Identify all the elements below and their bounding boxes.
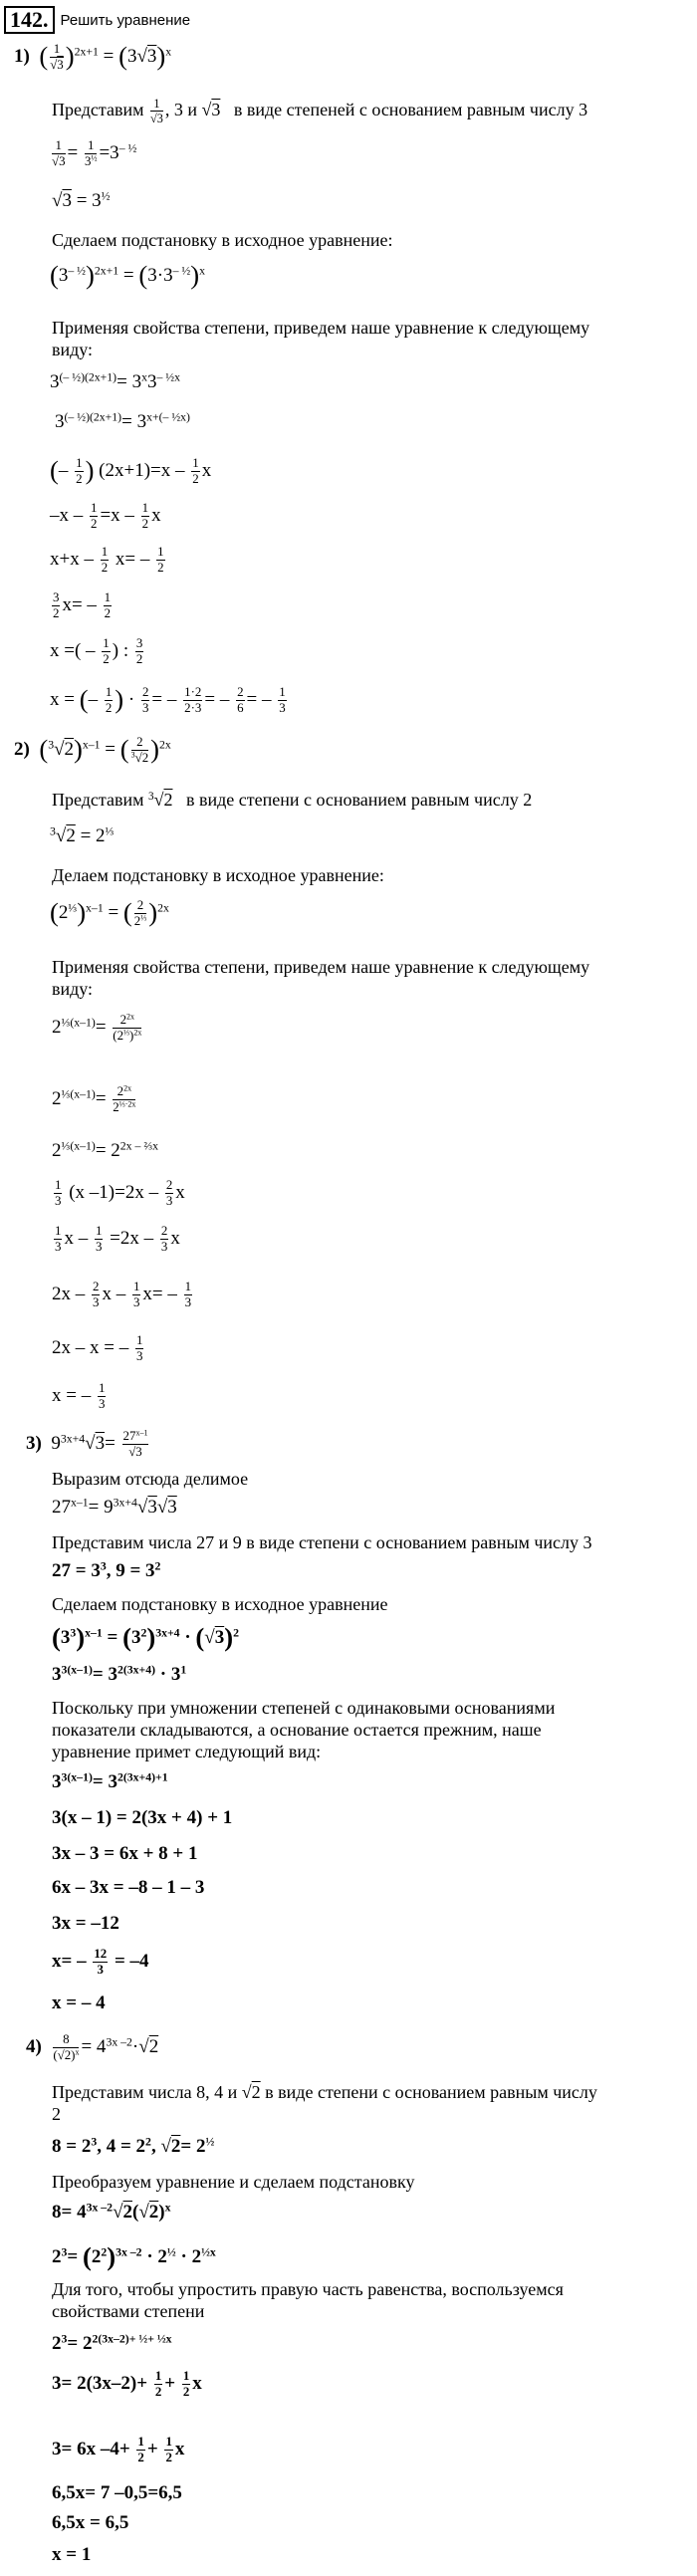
part1-step-g: –x – $\frac{1}{2}$ =x – $\frac{1}{2}$ x (50, 500, 161, 531)
part3-step-e: $3^{3(x-1)}= 3^{2(3x+4)+1}$ (52, 1770, 168, 1792)
part3-mult-text-3: уравнение примет следующий вид: (52, 1742, 322, 1761)
part2-equation: 2) $(^3√2)^{x-1}$ = ( $\frac{2}{^3√2}$ )$^{2x}$ (14, 734, 171, 765)
part4-step-c: $2^3= (2^2)^{3x -2} \cdot 2^{\frac{1}{2}} \cdot 2^{\frac{1}{2}x}$ (52, 2241, 216, 2271)
problem-header (4, 6, 190, 34)
part2-step-e: $2^{\frac{1}{3}(x-1)}= 2^{2x - \frac{2}{3}x}$ (52, 1139, 159, 1161)
part4-substitute-text: Преобразуем уравнение и сделаем подстановку (52, 2172, 415, 2192)
part4-step-h: 6,5x = 6,5 (52, 2512, 129, 2533)
part1-equation: 1) ( $\frac{1}{√3}$ )$^{2x+1} = (3√3)^x$ (14, 41, 172, 72)
part4-step-a: $8 = 2^3$, $4 = 2^2$, $√2= 2^{\frac{1}{2}}$ (52, 2135, 215, 2157)
part1-step-i: $\frac{3}{2}$ x= – $\frac{1}{2}$ (53, 589, 112, 620)
part2-step-a: $^3√2 = 2^{\frac{1}{3}}$ (50, 824, 115, 846)
part3-step-d: $3^{3(x-1)}= 3^{2(3x+4)} \cdot 3^1$ (52, 1663, 187, 1685)
part1-step-d: $3^{(- \frac{1}{2})(2x+1)}= 3^x3^{- \frac{1}{2}x}$ (50, 370, 180, 392)
part3-step-j: x= – $\frac{12}{3}$ = –4 (52, 1946, 149, 1977)
part4-simplify-text-1: Для того, чтобы упростить правую часть равенства, воспользуемся (52, 2279, 564, 2299)
part4-step-g: 6,5x= 7 –0,5=6,5 (52, 2482, 182, 2503)
part1-substitute-text: Сделаем подстановку в исходное уравнение: (52, 230, 393, 250)
part4-step-e: 3= 2(3x–2)+ $\frac{1}{2}$ + $\frac{1}{2}$ x (52, 2368, 202, 2399)
part2-step-f: $\frac{1}{3}$ (x –1)=2x – $\frac{2}{3}$ x (55, 1177, 185, 1208)
part3-step-h: 6x – 3x = –8 – 1 – 3 (52, 1877, 205, 1898)
part3-step-b: $27 = 3^3$, $9 = 3^2$ (52, 1559, 161, 1581)
part3-step-c: $(3^3)^{x-1} = (3^2)^{3x+4} \cdot (√3)^2$ (52, 1622, 239, 1652)
part1-step-f: (– $\frac{1}{2}$ ) (2x+1)=x – $\frac{1}{2}$ x (50, 455, 212, 486)
part2-represent-text: Представим $^3$√2 в виде степени с основанием равным числу 2 (52, 790, 533, 810)
part1-step-e: $3^{(- \frac{1}{2})(2x+1)}= 3^{x+(- \frac{1}{2}x)}$ (55, 410, 190, 432)
part3-express-text: Выразим отсюда делимое (52, 1469, 249, 1489)
part1-step-j: x =( – $\frac{1}{2}$ ) : $\frac{3}{2}$ (50, 635, 143, 666)
part1-property-text-2: виду: (52, 340, 94, 359)
part2-substitute-text: Делаем подстановку в исходное уравнение: (52, 865, 384, 885)
part4-answer: x = 1 (52, 2544, 92, 2565)
part4-step-b: $8= 4^{3x -2}√2(√2)^x$ (52, 2201, 171, 2223)
part3-equation: 3) $9^{3x+4}√3=$ $\frac{27^{x-1}}{√3}$ (26, 1428, 148, 1459)
part2-answer: x = – $\frac{1}{3}$ (52, 1380, 106, 1411)
part1-step-b: $√3 = 3^{\frac{1}{2}}$ (52, 189, 111, 211)
part2-property-text-2: виду: (52, 979, 94, 999)
part2-step-c: $2^{\frac{1}{3}(x-1)}=$ $\frac{2^{2x}}{(2^{\frac{1}{3}})^{2x}}$ (52, 1012, 142, 1043)
part4-step-d: $2^3= 2^{2(3x-2)+ \frac{1}{2}+ \frac{1}{2}x}$ (52, 2332, 172, 2354)
part3-mult-text-2: показатели складываются, а основание остается прежним, наше (52, 1720, 542, 1740)
part1-property-text-1: Применяя свойства степени, приведем наше уравнение к следующему (52, 318, 590, 338)
part2-step-b: $(2^{\frac{1}{3}})^{x-1}$ = ( $\frac{2}{2^{\frac{1}{3}}}$ )$^{2x}$ (50, 897, 169, 928)
part1-step-c: $(3^{- \frac{1}{2}})^{2x+1} = (3\cdot 3^{- \frac{1}{2}})^x$ (50, 260, 205, 290)
part4-represent-text-2: 2 (52, 2104, 61, 2124)
part3-mult-text-1: Поскольку при умножении степеней с одинаковыми основаниями (52, 1698, 556, 1718)
part2-step-h: 2x – $\frac{2}{3}$ x – $\frac{1}{3}$ x= – $\frac{1}{3}$ (52, 1279, 192, 1309)
part4-step-f: 3= 6x –4+ $\frac{1}{2}$ + $\frac{1}{2}$ x (52, 2434, 185, 2464)
part2-step-d: $2^{\frac{1}{3}(x-1)}=$ $\frac{2^{2x}}{2^{\frac{1}{3}\cdot 2x}}$ (52, 1083, 136, 1114)
part3-step-a: $27^{x-1}= 9^{3x+4}√3√3$ (52, 1496, 177, 1518)
part3-answer: x = – 4 (52, 1992, 106, 2013)
part4-equation: 4) $\frac{8}{(√2)^x}$ = $4^{3x -2}\cdot√2$ (26, 2031, 159, 2062)
part1-step-a: $\frac{1}{√3}$ = $\frac{1}{3^{\frac{1}{2}}}$ $=3^{- \frac{1}{2}}$ (52, 137, 137, 168)
part3-step-f: 3(x – 1) = 2(3x + 4) + 1 (52, 1807, 233, 1828)
part4-represent-text-1: Представим числа 8, 4 и √2 в виде степени с основанием равным числу (52, 2082, 597, 2102)
part1-step-h: x+x – $\frac{1}{2}$ x= – $\frac{1}{2}$ (50, 544, 164, 575)
part3-step-i: 3x = –12 (52, 1913, 119, 1934)
problem-title: Решить уравнение (60, 11, 191, 29)
part4-simplify-text-2: свойствами степени (52, 2301, 205, 2321)
part3-substitute-text: Сделаем подстановку в исходное уравнение (52, 1594, 388, 1614)
part1-represent-text: Представим $\frac{1}{√3}$ , 3 и √3 в виде степеней с основанием равным числу 3 (52, 97, 588, 126)
part2-property-text-1: Применяя свойства степени, приведем наше уравнение к следующему (52, 957, 590, 977)
part3-step-g: 3x – 3 = 6x + 8 + 1 (52, 1843, 198, 1864)
part3-represent-text: Представим числа 27 и 9 в виде степени с основанием равным числу 3 (52, 1532, 592, 1552)
part1-answer: x = (– $\frac{1}{2}$ ) · $\frac{2}{3}$ = – $\frac{1\cdot 2}{2\cdot 3}$ = – $\frac{2}{6}$ = – $\frac{1}{3}$ (50, 684, 286, 715)
problem-number: 142. (4, 6, 55, 34)
part2-step-g: $\frac{1}{3}$ x – $\frac{1}{3}$ =2x – $\frac{2}{3}$ x (55, 1223, 180, 1254)
part2-step-i: 2x – x = – $\frac{1}{3}$ (52, 1332, 143, 1363)
